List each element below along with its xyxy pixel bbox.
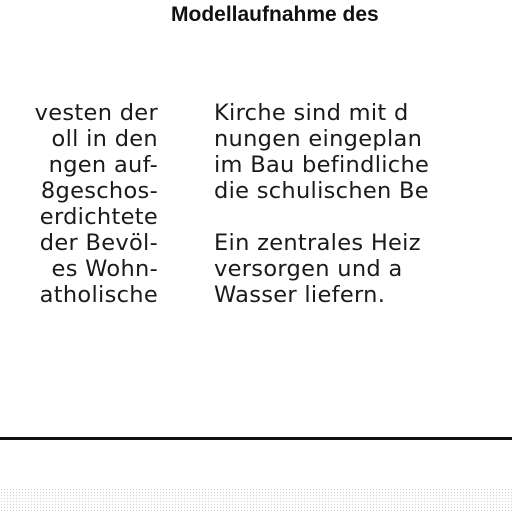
text-line: die schulischen Be [214, 178, 429, 204]
text-line: im Bau befindliche [214, 152, 430, 178]
text-line: es Wohn- [51, 256, 158, 282]
text-line: der Bevöl- [39, 230, 158, 256]
text-line: Wasser liefern. [214, 282, 386, 308]
text-line: 8geschos- [40, 178, 158, 204]
text-line: ngen auf- [48, 152, 158, 178]
halftone-band [0, 488, 512, 512]
text-line: nungen eingeplan [214, 126, 423, 152]
horizontal-rule [0, 437, 512, 440]
text-line: Kirche sind mit d [214, 100, 409, 126]
paragraph-gap [214, 204, 429, 230]
right-text-column [214, 100, 429, 308]
text-line: versorgen und a [214, 256, 403, 282]
figure-caption: Modellaufnahme des [171, 3, 379, 26]
text-line: oll in den [51, 126, 158, 152]
text-line: vesten der [34, 100, 158, 126]
text-line: erdichtete [39, 204, 158, 230]
text-line: Ein zentrales Heiz [214, 230, 421, 256]
text-line: atholische [39, 282, 158, 308]
left-text-column [35, 100, 158, 308]
